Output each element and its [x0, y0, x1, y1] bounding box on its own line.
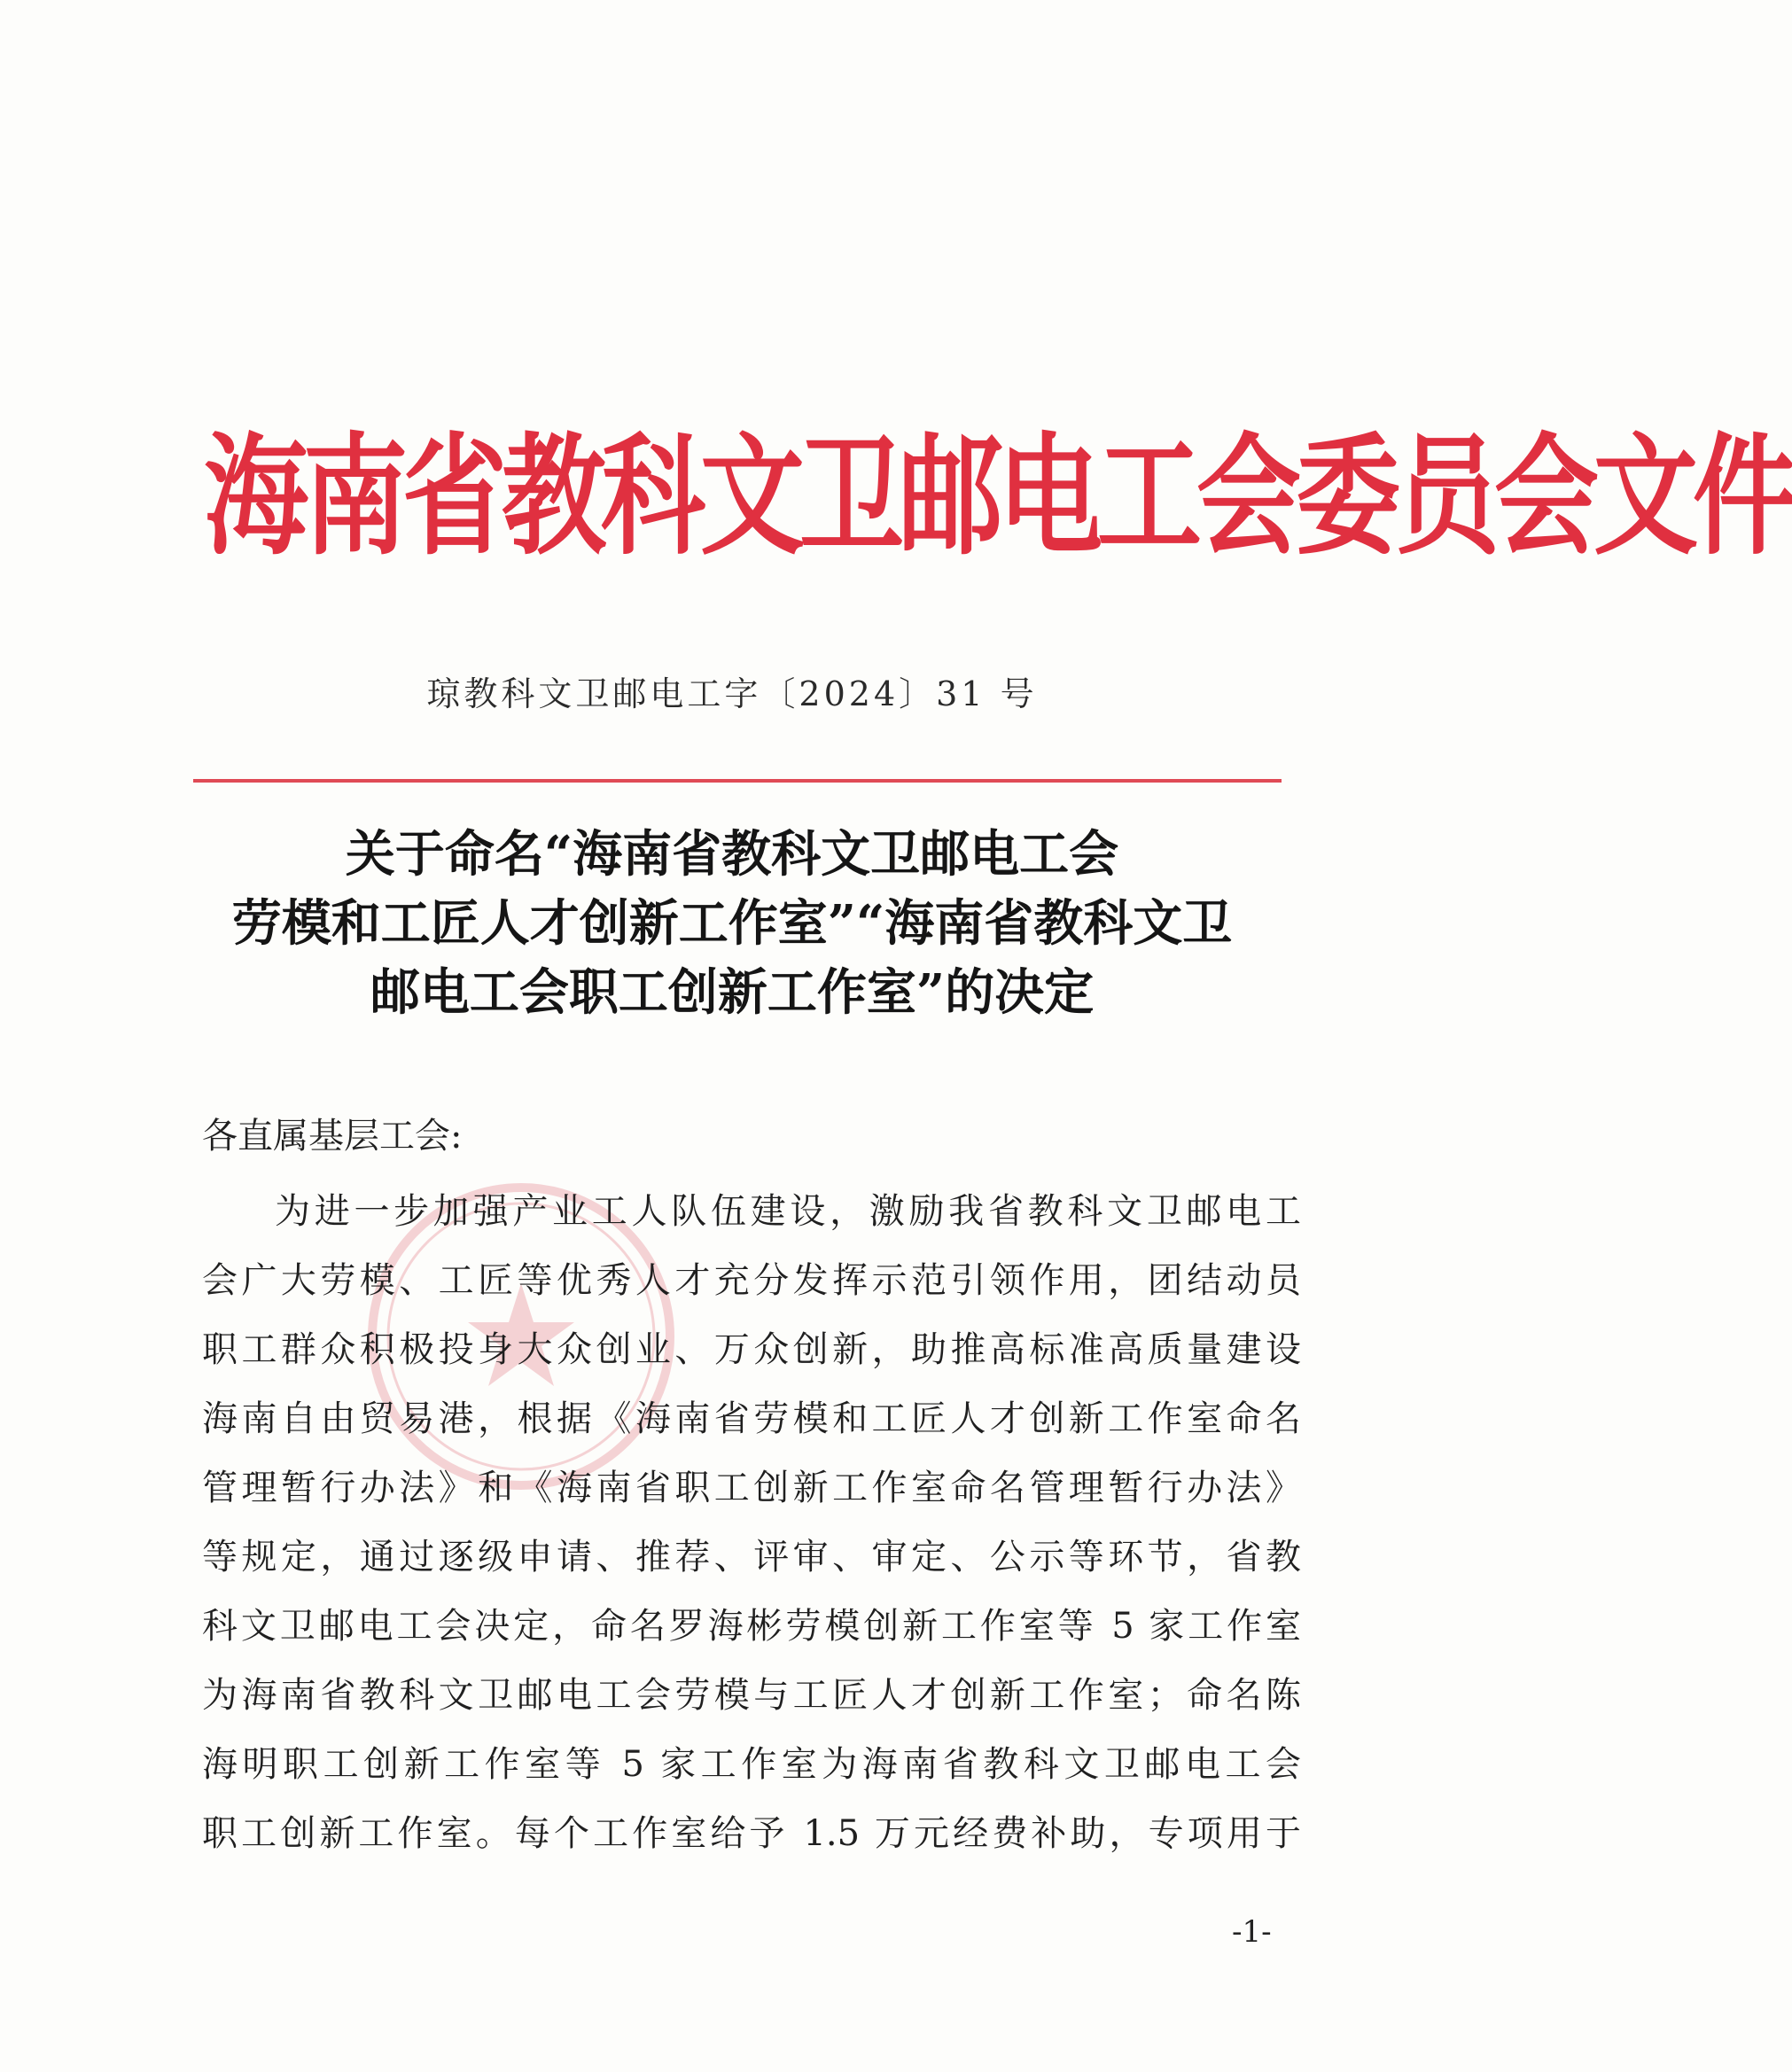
document-title: [160, 820, 1305, 1027]
body-line: 职工群众积极投身大众创业、万众创新，助推高标准高质量建设: [202, 1329, 1301, 1370]
title-line: 邮电工会职工创新工作室”的决定: [370, 963, 1095, 1022]
body-line: 为海南省教科文卫邮电工会劳模与工匠人才创新工作室；命名陈: [202, 1675, 1301, 1716]
body-line: 职工创新工作室。每个工作室给予 1.5 万元经费补助，专项用于: [202, 1813, 1301, 1854]
page-number: -1-: [1232, 1914, 1272, 1950]
body-line: 等规定，通过逐级申请、推荐、评审、审定、公示等环节，省教: [202, 1537, 1301, 1577]
body-line: 为进一步加强产业工人队伍建设，激励我省教科文卫邮电工: [275, 1191, 1301, 1232]
title-line: 关于命名“海南省教科文卫邮电工会: [345, 825, 1119, 884]
body-line: 海明职工创新工作室等 5 家工作室为海南省教科文卫邮电工会: [202, 1744, 1301, 1785]
title-line: 劳模和工匠人才创新工作室”“海南省教科文卫: [231, 894, 1233, 953]
body-line: 管理暂行办法》和《海南省职工创新工作室命名管理暂行办法》: [202, 1468, 1301, 1508]
body-line: 科文卫邮电工会决定，命名罗海彬劳模创新工作室等 5 家工作室: [202, 1606, 1301, 1647]
red-divider-line: [193, 779, 1282, 783]
body-line: 会广大劳模、工匠等优秀人才充分发挥示范引领作用，团结动员: [202, 1260, 1301, 1301]
body-line: 海南自由贸易港，根据《海南省劳模和工匠人才创新工作室命名: [202, 1398, 1301, 1439]
masthead-title: 海南省教科文卫邮电工会委员会文件: [204, 419, 1792, 573]
document-number: 琼教科文卫邮电工字〔2024〕31 号: [426, 674, 1038, 713]
body-paragraph: [202, 1177, 1301, 1868]
salutation: 各直属基层工会:: [202, 1116, 463, 1157]
